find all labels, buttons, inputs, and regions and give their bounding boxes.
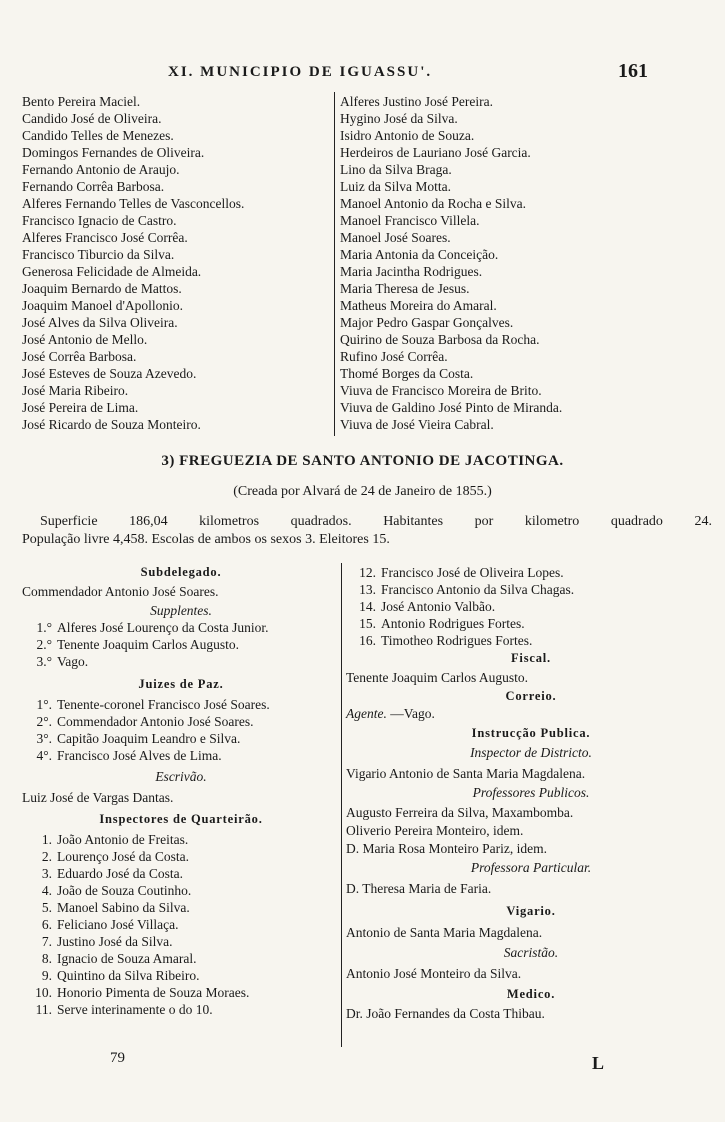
item-number: 11. <box>35 1002 52 1017</box>
inspector-item <box>22 1001 340 1018</box>
list-item: Maria Antonia da Conceição. <box>340 247 499 262</box>
list-item: José Maria Ribeiro. <box>22 383 129 398</box>
vigario-name: Antonio de Santa Maria Magdalena. <box>346 925 543 940</box>
list-item: José Ricardo de Souza Monteiro. <box>22 417 201 432</box>
list-item: Francisco Ignacio de Castro. <box>22 213 177 228</box>
subdelegado-heading: Subdelegado. <box>140 565 222 579</box>
inspector-item <box>22 848 340 865</box>
professor-item: Augusto Ferreira da Silva, Maxambomba. <box>346 805 574 820</box>
paragraph-line-1: Superficie 186,04 kilometros quadrados. Habitantes por kilometro quadrado 24. <box>40 514 712 529</box>
list-item: Viuva de Galdino José Pinto de Miranda. <box>340 400 563 415</box>
inspector-item <box>346 564 716 581</box>
list-item: Alferes Justino José Pereira. <box>340 94 493 109</box>
item-text: Commendador Antonio José Soares. <box>57 714 254 729</box>
subdelegado-name: Commendador Antonio José Soares. <box>22 584 219 599</box>
item-text: Justino José da Silva. <box>57 934 173 949</box>
list-item: Generosa Felicidade de Almeida. <box>22 264 202 279</box>
inspector-item <box>346 615 716 632</box>
juiz-item <box>22 747 340 764</box>
section-subtitle: (Creada por Alvará de 24 de Janeiro de 1855.) <box>233 484 492 499</box>
inspector-item <box>22 899 340 916</box>
professora-heading: Professora Particular. <box>470 860 592 875</box>
item-number: 4°. <box>36 748 52 763</box>
instruccao-heading: Instrucção Publica. <box>471 726 591 740</box>
list-item: Manoel Francisco Villela. <box>340 213 480 228</box>
item-number: 1°. <box>36 697 52 712</box>
list-item: Alferes Francisco José Corrêa. <box>22 230 188 245</box>
professores-list <box>346 804 716 857</box>
fiscal-name: Tenente Joaquim Carlos Augusto. <box>346 670 529 685</box>
item-text: Francisco Antonio da Silva Chagas. <box>381 582 575 597</box>
item-text: João de Souza Coutinho. <box>57 883 192 898</box>
item-number: 12. <box>359 565 376 580</box>
item-text: Quintino da Silva Ribeiro. <box>57 968 200 983</box>
inspector-name: Vigario Antonio de Santa Maria Magdalena. <box>346 766 586 781</box>
item-number: 7. <box>41 934 52 949</box>
running-title: XI. MUNICIPIO DE IGUASSU'. <box>168 64 433 80</box>
item-number: 13. <box>359 582 376 597</box>
item-text: Alferes José Lourenço da Costa Junior. <box>57 620 269 635</box>
professor-item: D. Maria Rosa Monteiro Pariz, idem. <box>346 841 547 856</box>
supplente-item <box>22 636 340 653</box>
inspector-item <box>346 598 716 615</box>
item-text: Tenente Joaquim Carlos Augusto. <box>57 637 240 652</box>
item-text: Manoel Sabino da Silva. <box>57 900 190 915</box>
supplentes-list <box>22 619 340 670</box>
list-item: Thomé Borges da Costa. <box>340 366 474 381</box>
inspector-item <box>346 632 716 649</box>
inspector-item <box>22 916 340 933</box>
supplente-item <box>22 653 340 670</box>
item-number: 2°. <box>36 714 52 729</box>
agente-label: Agente. <box>346 706 387 721</box>
signature-number: 79 <box>110 1050 125 1066</box>
item-number: 5. <box>41 900 52 915</box>
item-number: 10. <box>35 985 52 1000</box>
inspectores-continued-list <box>346 564 716 649</box>
item-number: 2. <box>41 849 52 864</box>
item-number: 16. <box>359 633 376 648</box>
juizes-heading: Juizes de Paz. <box>138 677 224 691</box>
list-item: Maria Theresa de Jesus. <box>340 281 470 296</box>
supplente-item <box>22 619 340 636</box>
section-title: 3) FREGUEZIA DE SANTO ANTONIO DE JACOTINGA. <box>161 453 564 469</box>
escrivao-heading: Escrivão. <box>155 769 207 784</box>
list-item: Candido José de Oliveira. <box>22 111 162 126</box>
page-number: 161 <box>618 60 648 82</box>
list-item: Major Pedro Gaspar Gonçalves. <box>340 315 514 330</box>
list-item: Joaquim Bernardo de Mattos. <box>22 281 182 296</box>
list-item: José Alves da Silva Oliveira. <box>22 315 178 330</box>
item-text: Vago. <box>57 654 89 669</box>
item-text: Francisco José Alves de Lima. <box>57 748 222 763</box>
correio-heading: Correio. <box>505 689 557 703</box>
sacristao-heading: Sacristão. <box>503 945 559 960</box>
item-text: José Antonio Valbão. <box>381 599 496 614</box>
item-text: Capitão Joaquim Leandro e Silva. <box>57 731 241 746</box>
list-item: Fernando Corrêa Barbosa. <box>22 179 165 194</box>
item-text: Francisco José de Oliveira Lopes. <box>381 565 564 580</box>
top-left-list <box>22 93 322 433</box>
item-text: Serve interinamente o do 10. <box>57 1002 213 1017</box>
juiz-item <box>22 696 340 713</box>
bottom-left-column <box>22 564 340 1018</box>
list-item: Manoel José Soares. <box>340 230 451 245</box>
item-text: Feliciano José Villaça. <box>57 917 179 932</box>
inspector-item <box>346 581 716 598</box>
list-item: Fernando Antonio de Araujo. <box>22 162 180 177</box>
item-number: 1. <box>41 832 52 847</box>
medico-heading: Medico. <box>506 987 556 1001</box>
item-number: 2.° <box>36 637 52 652</box>
list-item: Viuva de José Vieira Cabral. <box>340 417 494 432</box>
item-text: Lourenço José da Costa. <box>57 849 189 864</box>
item-text: Timotheo Rodrigues Fortes. <box>381 633 533 648</box>
item-text: Ignacio de Souza Amaral. <box>57 951 197 966</box>
list-item: Hygino José da Silva. <box>340 111 458 126</box>
inspector-item <box>22 984 340 1001</box>
item-number: 6. <box>41 917 52 932</box>
list-item: Lino da Silva Braga. <box>340 162 452 177</box>
inspector-item <box>22 882 340 899</box>
vigario-heading: Vigario. <box>506 904 556 918</box>
list-item: José Pereira de Lima. <box>22 400 139 415</box>
section-paragraph <box>22 513 712 549</box>
list-item: Alferes Fernando Telles de Vasconcellos. <box>22 196 245 211</box>
list-item: Joaquim Manoel d'Apollonio. <box>22 298 184 313</box>
list-item: Isidro Antonio de Souza. <box>340 128 475 143</box>
inspector-heading: Inspector de Districto. <box>470 745 592 760</box>
inspector-item <box>22 831 340 848</box>
escrivao-name: Luiz José de Vargas Dantas. <box>22 790 174 805</box>
list-item: Francisco Tiburcio da Silva. <box>22 247 175 262</box>
item-number: 15. <box>359 616 376 631</box>
professores-heading: Professores Publicos. <box>472 785 590 800</box>
list-item: José Esteves de Souza Azevedo. <box>22 366 197 381</box>
juizes-list <box>22 696 340 764</box>
inspector-item <box>22 865 340 882</box>
item-number: 3. <box>41 866 52 881</box>
list-item: Luiz da Silva Motta. <box>340 179 451 194</box>
list-item: José Antonio de Mello. <box>22 332 148 347</box>
item-text: Eduardo José da Costa. <box>57 866 183 881</box>
list-item: Maria Jacintha Rodrigues. <box>340 264 483 279</box>
list-item: Manoel Antonio da Rocha e Silva. <box>340 196 526 211</box>
item-number: 9. <box>41 968 52 983</box>
list-item: Quirino de Souza Barbosa da Rocha. <box>340 332 540 347</box>
list-item: José Corrêa Barbosa. <box>22 349 137 364</box>
column-divider-top <box>334 92 335 436</box>
paragraph-line-2: População livre 4,458. Escolas de ambos os sexos 3. Eleitores 15. <box>22 532 390 547</box>
list-item: Rufino José Corrêa. <box>340 349 448 364</box>
list-item: Bento Pereira Maciel. <box>22 94 141 109</box>
professor-item: Oliverio Pereira Monteiro, idem. <box>346 823 524 838</box>
item-text: Tenente-coronel Francisco José Soares. <box>57 697 270 712</box>
correio-agente <box>346 705 716 722</box>
supplentes-heading: Supplentes. <box>150 603 212 618</box>
agente-value: —Vago. <box>390 706 435 721</box>
fiscal-heading: Fiscal. <box>511 651 551 665</box>
list-item: Domingos Fernandes de Oliveira. <box>22 145 205 160</box>
list-item: Candido Telles de Menezes. <box>22 128 174 143</box>
bottom-right-column <box>346 564 716 1022</box>
item-text: João Antonio de Freitas. <box>57 832 189 847</box>
inspector-item <box>22 933 340 950</box>
item-number: 4. <box>41 883 52 898</box>
top-right-list <box>340 93 710 433</box>
item-number: 8. <box>41 951 52 966</box>
signature-mark: L <box>592 1053 605 1073</box>
professora-name: D. Theresa Maria de Faria. <box>346 881 492 896</box>
column-divider-bottom <box>341 563 342 1047</box>
item-number: 14. <box>359 599 376 614</box>
inspector-item <box>22 967 340 984</box>
item-number: 1.° <box>36 620 52 635</box>
item-text: Honorio Pimenta de Souza Moraes. <box>57 985 250 1000</box>
sacristao-name: Antonio José Monteiro da Silva. <box>346 966 522 981</box>
item-number: 3°. <box>36 731 52 746</box>
list-item: Herdeiros de Lauriano José Garcia. <box>340 145 531 160</box>
item-number: 3.° <box>36 654 52 669</box>
medico-name: Dr. João Fernandes da Costa Thibau. <box>346 1006 545 1021</box>
inspectores-list <box>22 831 340 1018</box>
juiz-item <box>22 713 340 730</box>
page-header <box>0 60 725 84</box>
list-item: Viuva de Francisco Moreira de Brito. <box>340 383 542 398</box>
inspectores-heading: Inspectores de Quarteirão. <box>99 812 263 826</box>
item-text: Antonio Rodrigues Fortes. <box>381 616 525 631</box>
juiz-item <box>22 730 340 747</box>
list-item: Matheus Moreira do Amaral. <box>340 298 497 313</box>
inspector-item <box>22 950 340 967</box>
